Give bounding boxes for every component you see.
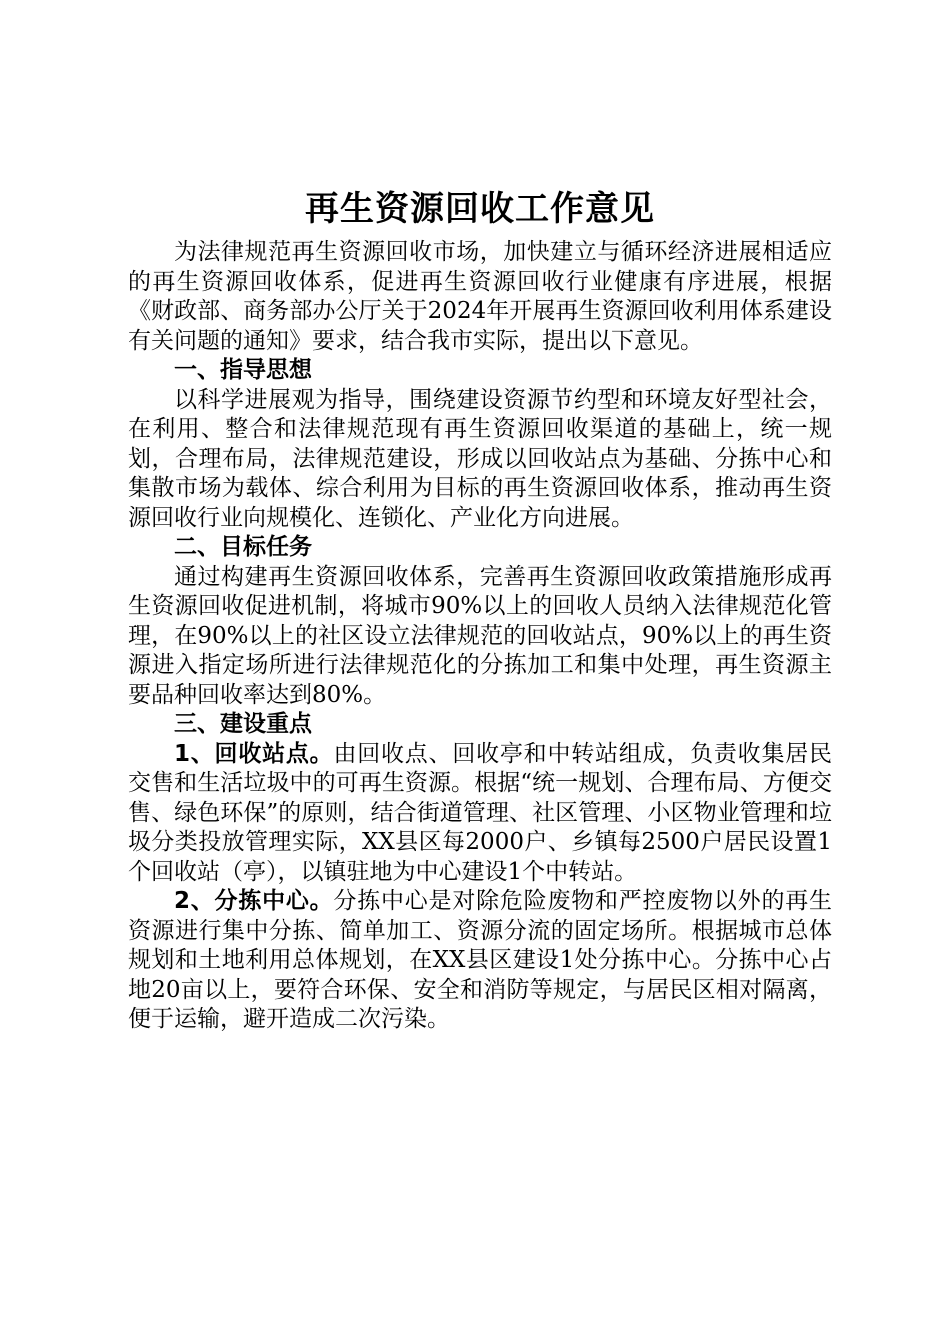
section-heading-objectives: 二、目标任务 <box>174 534 312 560</box>
item-lead-sorting-center: 2、分拣中心。 <box>174 888 334 914</box>
item-text-recycling-stations: 由回收点、回收亭和中转站组成，负责收集居民交售和生活垃圾中的可再生资源。根据“统一规划、合理布局、方便交售、绿色环保”的原则，结合街道管理、社区管理、小区物业管理和垃圾分类投放管理实际，XX县区每2000户、乡镇每2500户居民设置1个回收站（亭），以镇驻地为中心建设1个中转站。 <box>128 740 832 885</box>
item-sorting-center <box>128 887 832 1035</box>
document-page <box>128 182 832 1035</box>
section-text-guiding-thought: 以科学进展观为指导，围绕建设资源节约型和环境友好型社会，在利用、整合和法律规范现有再生资源回收渠道的基础上，统一规划，合理布局，法律规范建设，形成以回收站点为基础、分拣中心和集散市场为载体、综合利用为目标的再生资源回收体系，推动再生资源回收行业向规模化、连锁化、产业化方向进展。 <box>128 386 832 531</box>
section-heading-guiding-thought: 一、指导思想 <box>174 357 312 383</box>
item-recycling-stations <box>128 740 832 888</box>
item-text-sorting-center: 分拣中心是对除危险废物和严控废物以外的再生资源进行集中分拣、简单加工、资源分流的固定场所。根据城市总体规划和土地利用总体规划，在XX县区建设1处分拣中心。分拣中心占地20亩以上，要符合环保、安全和消防等规定，与居民区相对隔离，便于运输，避开造成二次污染。 <box>128 888 832 1032</box>
intro-paragraph: 为法律规范再生资源回收市场，加快建立与循环经济进展相适应的再生资源回收体系，促进再生资源回收行业健康有序进展，根据《财政部、商务部办公厅关于2024年开展再生资源回收利用体系建设有关问题的通知》要求，结合我市实际，提出以下意见。 <box>128 239 832 354</box>
document-title: 再生资源回收工作意见 <box>305 189 655 229</box>
section-text-objectives: 通过构建再生资源回收体系，完善再生资源回收政策措施形成再生资源回收促进机制，将城市90%以上的回收人员纳入法律规范化管理，在90%以上的社区设立法律规范的回收站点，90%以上的再生资源进入指定场所进行法律规范化的分拣加工和集中处理，再生资源主要品种回收率达到80%。 <box>128 563 832 708</box>
item-lead-recycling-stations: 1、回收站点。 <box>174 740 334 767</box>
section-heading-key-construction: 三、建设重点 <box>174 711 312 737</box>
